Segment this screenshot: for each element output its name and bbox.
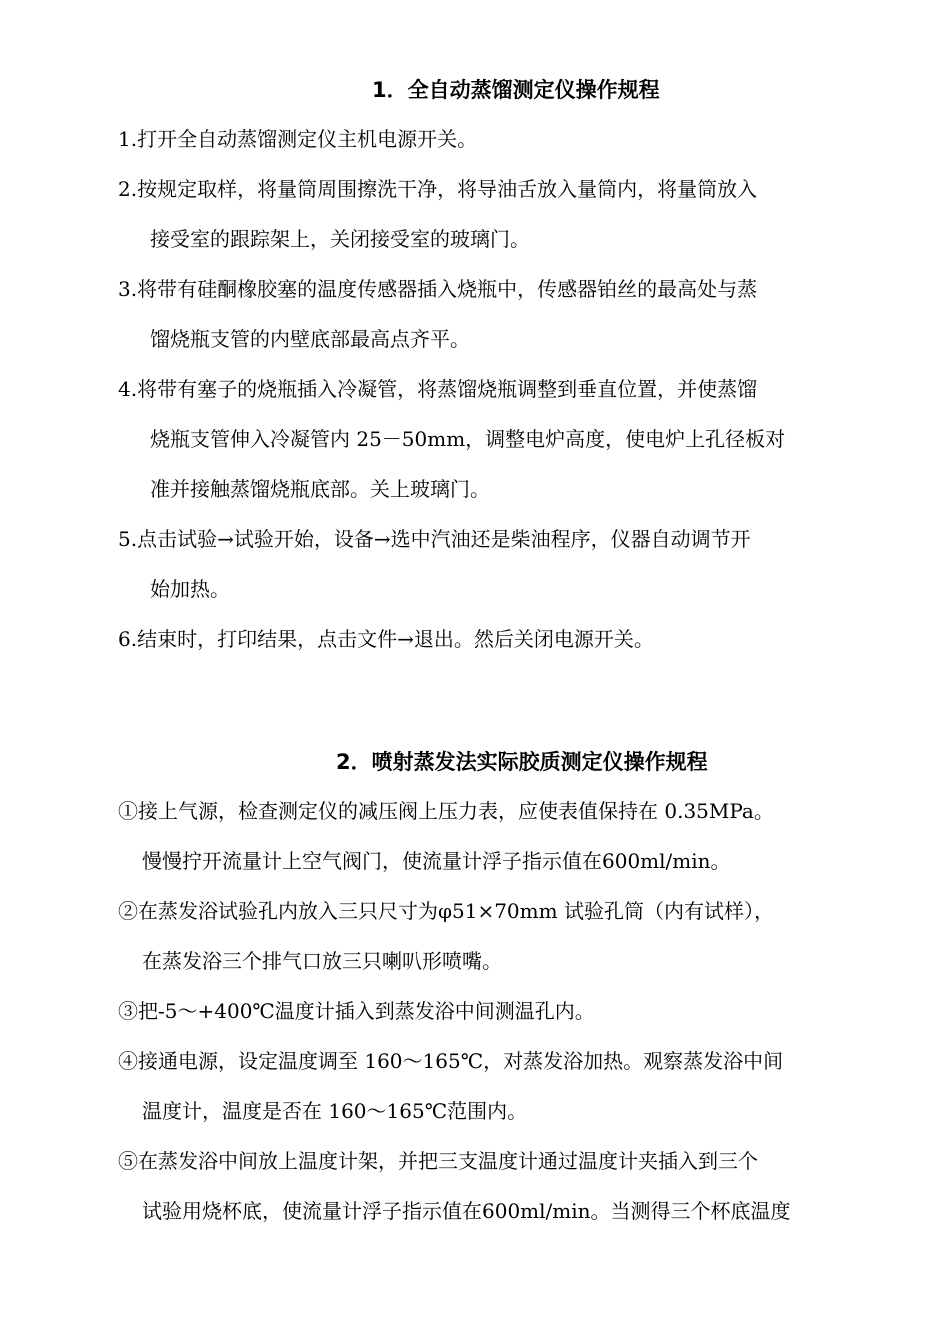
section1-step4-line2: 烧瓶支管伸入冷凝管内 25－50mm，调整电炉高度，使电炉上孔径板对 (150, 427, 786, 451)
section2-step4-line2: 温度计，温度是否在 160～165℃范围内。 (142, 1099, 528, 1123)
section2-step2-line2: 在蒸发浴三个排气口放三只喇叭形喷嘴。 (142, 949, 502, 973)
section1-step6-line1: 6.结束时，打印结果，点击文件→退出。然后关闭电源开关。 (118, 627, 654, 651)
section1-step2-line1: 2.按规定取样，将量筒周围擦洗干净，将导油舌放入量筒内，将量筒放入 (118, 177, 758, 201)
section2-step1-line1: ①接上气源，检查测定仪的减压阀上压力表，应使表值保持在 0.35MPa。 (118, 799, 774, 823)
section2-step5-line1: ⑤在蒸发浴中间放上温度计架，并把三支温度计通过温度计夹插入到三个 (118, 1149, 758, 1173)
section1-step1-line1: 1.打开全自动蒸馏测定仪主机电源开关。 (118, 127, 478, 151)
section1-step4-line1: 4.将带有塞子的烧瓶插入冷凝管，将蒸馏烧瓶调整到垂直位置，并使蒸馏 (118, 377, 758, 401)
section1-title: 1．全自动蒸馏测定仪操作规程 (372, 78, 660, 102)
section1-step2-line2: 接受室的跟踪架上，关闭接受室的玻璃门。 (150, 227, 530, 251)
section1-step3-line2: 馏烧瓶支管的内壁底部最高点齐平。 (150, 327, 470, 351)
section2-title: 2．喷射蒸发法实际胶质测定仪操作规程 (336, 750, 708, 774)
section2-step2-line1: ②在蒸发浴试验孔内放入三只尺寸为φ51×70mm 试验孔筒（内有试样）， (118, 899, 774, 923)
section2-step4-line1: ④接通电源，设定温度调至 160～165℃，对蒸发浴加热。观察蒸发浴中间 (118, 1049, 784, 1073)
section1-step3-line1: 3.将带有硅酮橡胶塞的温度传感器插入烧瓶中，传感器铂丝的最高处与蒸 (118, 277, 758, 301)
section1-step5-line2: 始加热。 (150, 577, 230, 601)
section2-step1-line2: 慢慢拧开流量计上空气阀门，使流量计浮子指示值在600ml/min。 (142, 849, 731, 873)
section2-step3-line1: ③把-5～+400℃温度计插入到蒸发浴中间测温孔内。 (118, 999, 595, 1023)
section1-step5-line1: 5.点击试验→试验开始，设备→选中汽油还是柴油程序，仪器自动调节开 (118, 527, 751, 551)
section1-step4-line3: 准并接触蒸馏烧瓶底部。关上玻璃门。 (150, 477, 490, 501)
section2-step5-line2: 试验用烧杯底，使流量计浮子指示值在600ml/min。当测得三个杯底温度 (142, 1199, 791, 1223)
